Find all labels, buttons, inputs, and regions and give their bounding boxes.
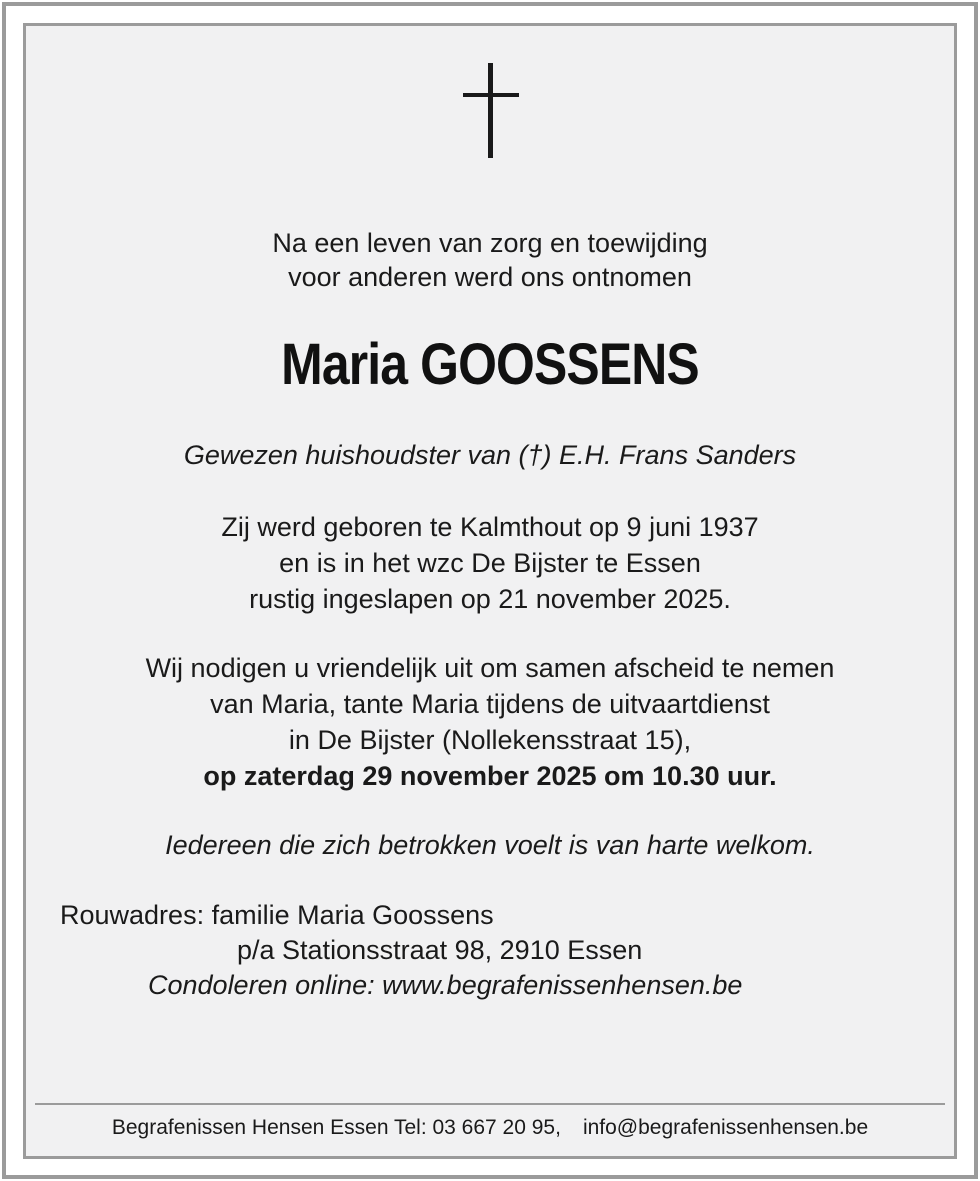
role-line: Gewezen huishoudster van (†) E.H. Frans Sanders (183, 440, 797, 470)
footer-divider (35, 1103, 945, 1105)
condolence-line: Condoleren online: www.begrafenissenhensen.be (148, 970, 743, 1000)
footer-company-phone: Begrafenissen Hensen Essen Tel: 03 667 20 95, (111, 1116, 561, 1139)
invitation-line-2: van Maria, tante Maria tijdens de uitvaartdienst (210, 689, 770, 719)
intro-line-2: voor anderen werd ons ontnomen (288, 262, 692, 292)
cross-icon (463, 63, 519, 158)
address-line-1: Rouwadres: familie Maria Goossens (60, 900, 494, 930)
deceased-name: Maria GOOSSENS (281, 332, 699, 397)
welcome-line: Iedereen die zich betrokken voelt is van harte welkom. (165, 830, 815, 860)
intro-line-1: Na een leven van zorg en toewijding (272, 228, 708, 258)
birth-line-2: en is in het wzc De Bijster te Essen (279, 548, 701, 578)
footer (35, 1114, 945, 1142)
ceremony-date: op zaterdag 29 november 2025 om 10.30 uur. (203, 761, 777, 791)
invitation-line-1: Wij nodigen u vriendelijk uit om samen afscheid te nemen (145, 653, 835, 683)
address-line-2: p/a Stationsstraat 98, 2910 Essen (237, 935, 643, 965)
birth-line-1: Zij werd geboren te Kalmthout op 9 juni 1937 (221, 512, 759, 542)
invitation-line-3: in De Bijster (Nollekensstraat 15), (288, 725, 692, 755)
footer-email: info@begrafenissenhensen.be (582, 1116, 869, 1139)
birth-line-3: rustig ingeslapen op 21 november 2025. (249, 584, 731, 614)
